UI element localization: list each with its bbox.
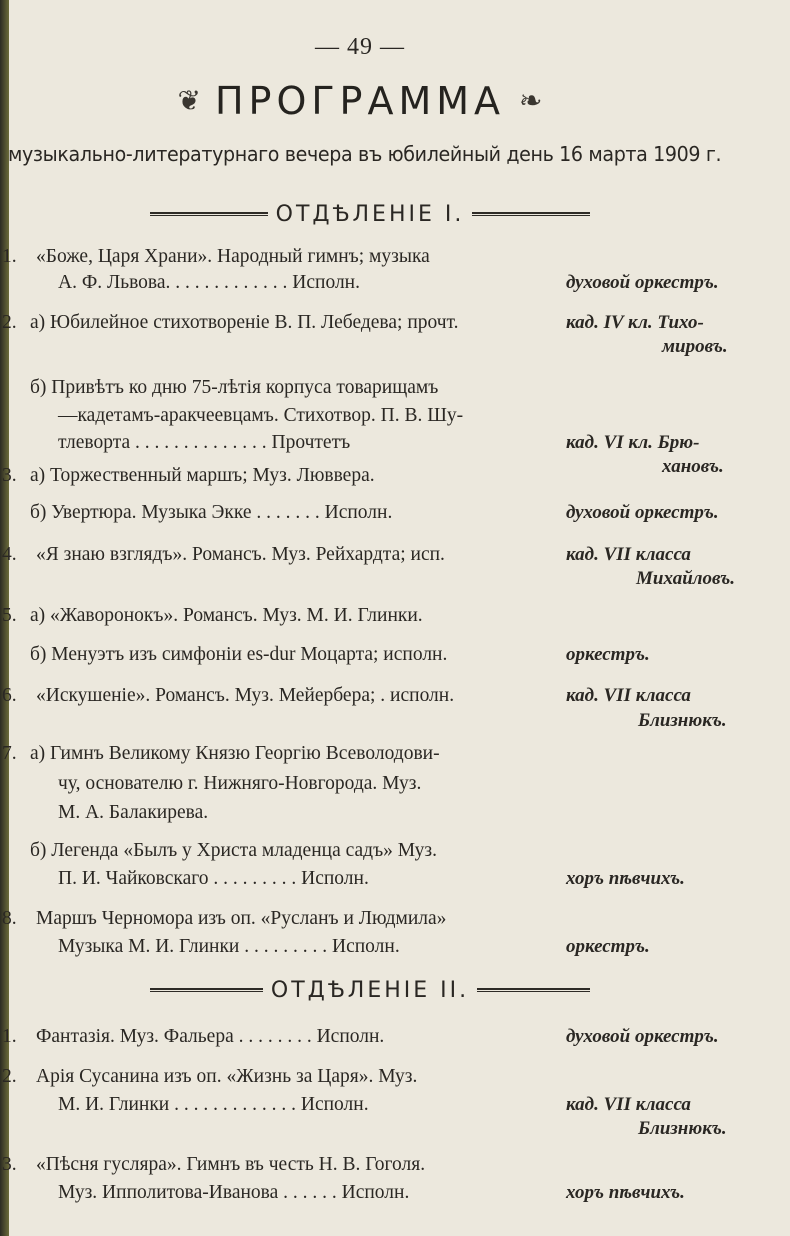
item-text: П. И. Чайковскаго . . . . . . . . . Исполн. xyxy=(58,868,369,889)
performer-text: хоръ пѣвчихъ. xyxy=(566,1182,685,1203)
item-text: б) Привѣтъ ко дню 75-лѣтія корпуса товарищамъ xyxy=(30,377,439,398)
section-rule-left xyxy=(150,988,263,992)
performer-text: оркестръ. xyxy=(566,936,650,957)
item-text: а) Гимнъ Великому Князю Георгію Всеволодови- xyxy=(30,743,440,764)
item-text: Музыка М. И. Глинки . . . . . . . . . Исполн. xyxy=(58,936,400,957)
left-ornament-icon: ❦ xyxy=(177,86,201,117)
item-text: «Боже, Царя Храни». Народный гимнъ; музыка xyxy=(36,246,430,267)
performer-text: кад. VI кл. Брю- xyxy=(566,432,700,453)
item-number: 7. xyxy=(2,743,17,764)
item-text: А. Ф. Львова. . . . . . . . . . . . . Исполн. xyxy=(58,272,360,293)
item-text: Фантазія. Муз. Фальера . . . . . . . . Исполн. xyxy=(36,1026,385,1047)
item-number: 6. xyxy=(2,685,17,706)
section-label-1: ОТДѢЛЕНІЕ I. xyxy=(275,201,465,227)
performer-text: оркестръ. xyxy=(566,644,650,665)
section-label-2: ОТДѢЛЕНІЕ II. xyxy=(270,977,470,1003)
item-text: а) Торжественный маршъ; Муз. Люввера. xyxy=(30,465,375,486)
performer-text: духовой оркестръ. xyxy=(566,1026,719,1047)
section-header-1 xyxy=(150,199,590,229)
section-header-2 xyxy=(150,975,590,1005)
item-text: «Я знаю взглядъ». Романсъ. Муз. Рейхардта; исп. xyxy=(36,544,445,565)
performer-text: кад. IV кл. Тихо- xyxy=(566,312,704,333)
performer-text: духовой оркестръ. xyxy=(566,502,719,523)
item-number: 2. xyxy=(2,312,17,333)
performer-text: Близнюкъ. xyxy=(638,710,727,731)
item-text: а) Юбилейное стихотвореніе В. П. Лебедева; прочт. xyxy=(30,312,459,333)
performer-text: кад. VII класса xyxy=(566,1094,691,1115)
item-text: б) Менуэтъ изъ симфоніи es-dur Моцарта; исполн. xyxy=(30,644,448,665)
item-text: Маршъ Черномора изъ оп. «Русланъ и Людмила» xyxy=(36,908,447,929)
performer-text: мировъ. xyxy=(662,336,728,357)
page-subtitle: музыкально-литературнаго вечера въ юбилейный день 16 марта 1909 г. xyxy=(8,142,722,166)
title-row xyxy=(150,78,570,124)
section-rule-right xyxy=(477,988,590,992)
page-number: — 49 — xyxy=(315,34,405,60)
item-number: 1. xyxy=(2,1026,17,1047)
item-text: «Искушеніе». Романсъ. Муз. Мейербера; . исполн. xyxy=(36,685,455,706)
item-text: —кадетамъ-аракчеевцамъ. Стихотвор. П. В. Шу- xyxy=(58,405,464,426)
item-number: 3. xyxy=(2,465,17,486)
performer-text: Михайловъ. xyxy=(636,568,736,589)
item-number: 3. xyxy=(2,1154,17,1175)
item-text: Арія Сусанина изъ оп. «Жизнь за Царя». Муз. xyxy=(36,1066,418,1087)
item-text: М. А. Балакирева. xyxy=(58,802,209,823)
item-number: 4. xyxy=(2,544,17,565)
performer-text: хановъ. xyxy=(662,456,724,477)
section-rule-left xyxy=(150,212,268,216)
item-number: 1. xyxy=(2,246,17,267)
performer-text: Близнюкъ. xyxy=(638,1118,727,1139)
item-text: М. И. Глинки . . . . . . . . . . . . . Исполн. xyxy=(58,1094,369,1115)
item-number: 8. xyxy=(2,908,17,929)
item-text: «Пѣсня гусляра». Гимнъ въ честь Н. В. Гоголя. xyxy=(36,1154,426,1175)
page-title: ПРОГРАММА xyxy=(214,79,506,123)
performer-text: хоръ пѣвчихъ. xyxy=(566,868,685,889)
item-text: чу, основателю г. Нижняго-Новгорода. Муз. xyxy=(58,773,422,794)
right-ornament-icon: ❧ xyxy=(519,86,543,117)
section-rule-right xyxy=(472,212,590,216)
performer-text: кад. VII класса xyxy=(566,544,691,565)
performer-text: кад. VII класса xyxy=(566,685,691,706)
item-number: 5. xyxy=(2,605,17,626)
item-text: Муз. Ипполитова-Иванова . . . . . . Исполн. xyxy=(58,1182,410,1203)
item-number: 2. xyxy=(2,1066,17,1087)
item-text: б) Увертюра. Музыка Экке . . . . . . . Исполн. xyxy=(30,502,393,523)
performer-text: духовой оркестръ. xyxy=(566,272,719,293)
item-text: тлеворта . . . . . . . . . . . . . . Прочтетъ xyxy=(58,432,351,453)
item-text: а) «Жаворонокъ». Романсъ. Муз. М. И. Глинки. xyxy=(30,605,423,626)
item-text: б) Легенда «Былъ у Христа младенца садъ» Муз. xyxy=(30,840,437,861)
